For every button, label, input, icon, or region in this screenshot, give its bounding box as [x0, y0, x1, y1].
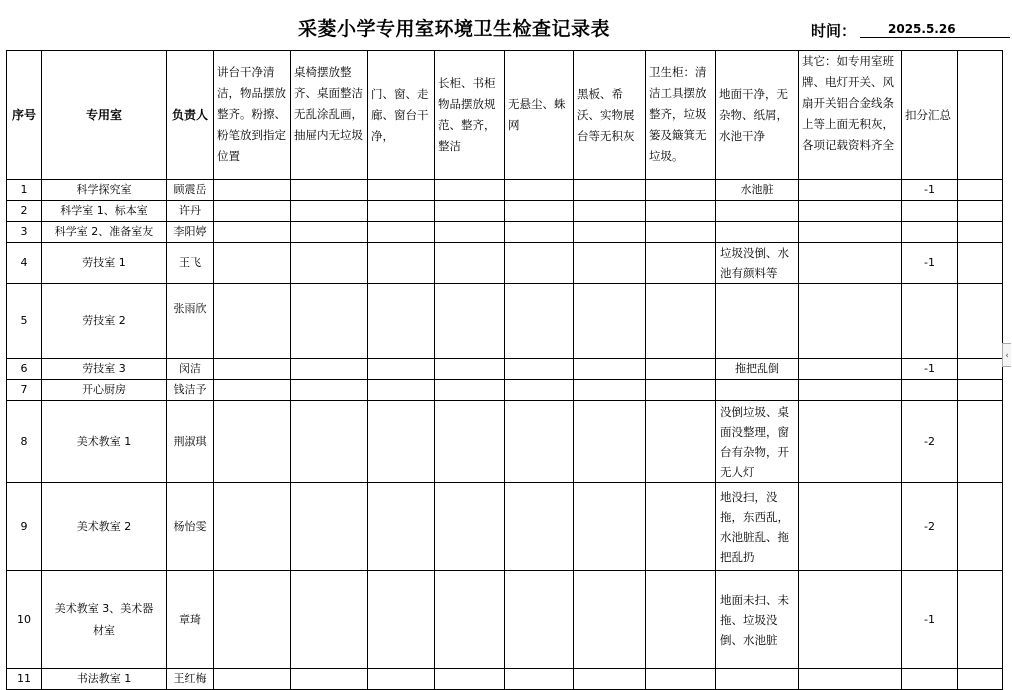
row-note: 地面未扫、未拖、垃圾没倒、水池脏 [716, 571, 799, 669]
row-person: 王红梅 [167, 669, 214, 690]
header-criterion-4: 长柜、书柜物品摆放规范、整齐，整洁 [435, 51, 505, 180]
row-room: 美术教室 3、美术器材室 [42, 571, 167, 669]
header-criterion-1: 讲台干净清洁，物品摆放整齐。粉擦、粉笔放到指定位置 [214, 51, 291, 180]
row-seq: 5 [7, 284, 42, 359]
row-seq: 2 [7, 201, 42, 222]
row-room: 开心厨房 [42, 380, 167, 401]
row-seq: 8 [7, 401, 42, 483]
row-person: 荆淑琪 [167, 401, 214, 483]
row-room: 美术教室 1 [42, 401, 167, 483]
header-row [7, 51, 1003, 180]
row-deduct: -1 [902, 243, 958, 284]
header-blank [958, 51, 1003, 180]
row-person: 钱洁予 [167, 380, 214, 401]
row-note [716, 284, 799, 359]
inspection-table [6, 50, 1003, 690]
row-deduct [902, 201, 958, 222]
row-deduct [902, 222, 958, 243]
row-person: 李阳婷 [167, 222, 214, 243]
row-seq: 11 [7, 669, 42, 690]
row-seq: 7 [7, 380, 42, 401]
row-room: 书法教室 1 [42, 669, 167, 690]
row-deduct: -1 [902, 359, 958, 380]
page-title: 采菱小学专用室环境卫生检查记录表 [298, 18, 611, 40]
header-criterion-6: 黑板、希沃、实物展台等无积灰 [574, 51, 646, 180]
row-person: 王飞 [167, 243, 214, 284]
header-criterion-8: 地面干净，无杂物、纸屑，水池干净 [716, 51, 799, 180]
row-room: 劳技室 1 [42, 243, 167, 284]
header-criterion-9: 其它：如专用室班牌、电灯开关、风扇开关铝合金线条上等上面无积灰，各项记载资料齐全 [799, 51, 902, 180]
table-row [7, 359, 1003, 380]
row-note: 没倒垃圾、桌面没整理，窗台有杂物，开无人灯 [716, 401, 799, 483]
row-person: 杨怡雯 [167, 483, 214, 571]
table-row [7, 380, 1003, 401]
row-seq: 4 [7, 243, 42, 284]
header-criterion-7: 卫生柜：清洁工具摆放整齐，垃圾篓及簸箕无垃圾。 [646, 51, 716, 180]
header-room: 专用室 [42, 51, 167, 180]
row-room: 美术教室 2 [42, 483, 167, 571]
row-deduct: -2 [902, 483, 958, 571]
row-note: 地没扫，没拖，东西乱，水池脏乱、拖把乱扔 [716, 483, 799, 571]
table-row [7, 284, 1003, 359]
row-seq: 10 [7, 571, 42, 669]
row-room: 科学探究室 [42, 180, 167, 201]
table-row [7, 201, 1003, 222]
row-note [716, 669, 799, 690]
row-note: 拖把乱倒 [716, 359, 799, 380]
row-person: 章琦 [167, 571, 214, 669]
header-seq: 序号 [7, 51, 42, 180]
sidebar-toggle-handle[interactable]: ‹ [1002, 343, 1011, 367]
header-criterion-2: 桌椅摆放整齐、桌面整洁无乱涂乱画，抽屉内无垃圾 [291, 51, 368, 180]
row-person: 张雨欣 [167, 284, 214, 359]
row-room: 科学室 2、准备室友 [42, 222, 167, 243]
row-deduct [902, 284, 958, 359]
row-note [716, 201, 799, 222]
header-person: 负责人 [167, 51, 214, 180]
row-deduct: -1 [902, 571, 958, 669]
date-label: 时间： [811, 22, 857, 40]
table-row [7, 571, 1003, 669]
row-deduct: -1 [902, 180, 958, 201]
row-seq: 6 [7, 359, 42, 380]
row-room: 科学室 1、标本室 [42, 201, 167, 222]
date-value: 2025.5.26 [860, 22, 1010, 38]
row-note [716, 222, 799, 243]
row-deduct: -2 [902, 401, 958, 483]
table-row [7, 401, 1003, 483]
table-row [7, 243, 1003, 284]
row-deduct [902, 669, 958, 690]
row-note: 垃圾没倒、水池有颜料等 [716, 243, 799, 284]
table-row [7, 180, 1003, 201]
row-room: 劳技室 2 [42, 284, 167, 359]
header-total: 扣分汇总 [902, 51, 958, 180]
row-seq: 3 [7, 222, 42, 243]
row-seq: 1 [7, 180, 42, 201]
table-row [7, 483, 1003, 571]
row-person: 闵洁 [167, 359, 214, 380]
header-criterion-5: 无悬尘、蛛网 [505, 51, 574, 180]
row-person: 许丹 [167, 201, 214, 222]
table-row [7, 669, 1003, 690]
row-room: 劳技室 3 [42, 359, 167, 380]
header-criterion-3: 门、窗、走廊、窗台干净， [368, 51, 435, 180]
row-seq: 9 [7, 483, 42, 571]
row-note: 水池脏 [716, 180, 799, 201]
row-note [716, 380, 799, 401]
row-person: 顾震岳 [167, 180, 214, 201]
row-deduct [902, 380, 958, 401]
table-row [7, 222, 1003, 243]
